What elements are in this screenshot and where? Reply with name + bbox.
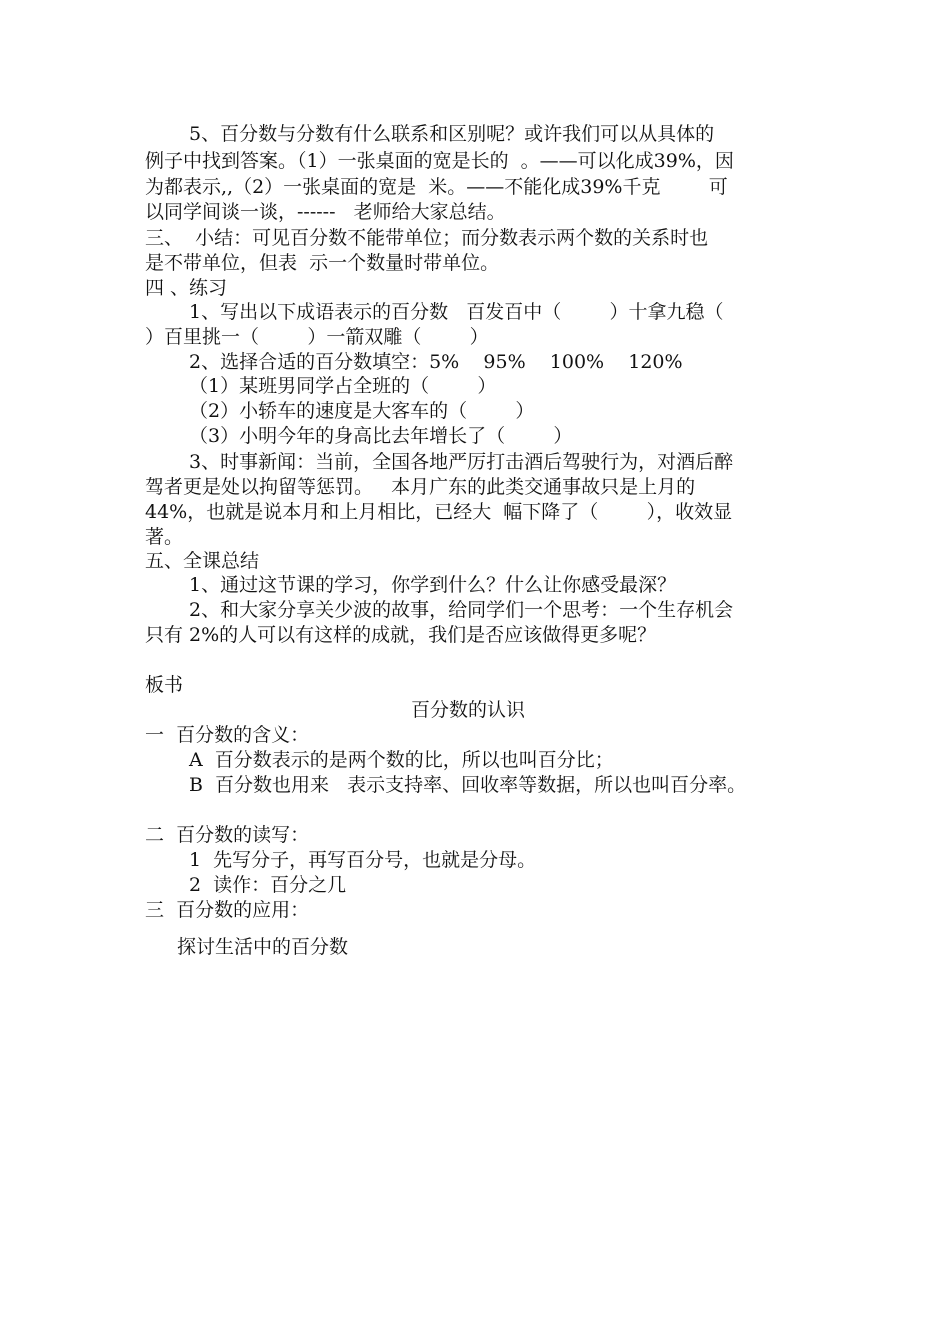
board-item: B 百分数也用来 表示支持率、回收率等数据，所以也叫百分率。 (189, 774, 747, 796)
board-item: A 百分数表示的是两个数的比，所以也叫百分比； (189, 749, 614, 771)
board-item: 2 读作：百分之几 (189, 874, 347, 896)
paragraph-line: 以同学间谈一谈，------ 老师给大家总结。 (145, 201, 506, 223)
section-heading: 板书 (145, 674, 184, 696)
board-title: 百分数的认识 (411, 699, 526, 721)
paragraph-line: 5、百分数与分数有什么联系和区别呢？或许我们可以从具体的 (189, 123, 715, 145)
paragraph-line: 1、写出以下成语表示的百分数 百发百中（ ）十拿九稳（ (189, 301, 724, 323)
paragraph-line: 著。 (145, 526, 184, 548)
list-item: （1）某班男同学占全班的（ ） (189, 375, 497, 397)
paragraph-line: 驾者更是处以拘留等惩罚。 本月广东的此类交通事故只是上月的 (145, 476, 696, 498)
section-heading: 四 、练习 (145, 277, 228, 299)
paragraph-line: 1、通过这节课的学习，你学到什么？什么让你感受最深？ (189, 574, 677, 596)
paragraph-line: ）百里挑一（ ）一箭双雕（ ） (145, 326, 489, 348)
board-heading: 三 百分数的应用： (145, 899, 310, 921)
paragraph-line: 2、选择合适的百分数填空：5% 95% 100% 120% (189, 351, 683, 373)
paragraph-line: 只有 2%的人可以有这样的成就，我们是否应该做得更多呢？ (145, 624, 657, 646)
board-heading: 一 百分数的含义： (145, 724, 310, 746)
section-heading: 五、全课总结 (145, 550, 260, 572)
board-item: 探讨生活中的百分数 (177, 936, 349, 958)
paragraph-line: 3、时事新闻：当前，全国各地严厉打击酒后驾驶行为，对酒后醉 (189, 451, 734, 473)
board-heading: 二 百分数的读写： (145, 824, 310, 846)
paragraph-line: 为都表示,,（2）一张桌面的宽是 米。——不能化成39%千克 可 (145, 176, 728, 198)
paragraph-line: 是不带单位，但表 示一个数量时带单位。 (145, 252, 500, 274)
paragraph-line: 例子中找到答案。（1）一张桌面的宽是长的 。——可以化成39%，因 (145, 150, 734, 172)
list-item: （3）小明今年的身高比去年增长了（ ） (189, 425, 573, 447)
board-item: 1 先写分子，再写百分号，也就是分母。 (189, 849, 537, 871)
section-heading: 三、 小结：可见百分数不能带单位；而分数表示两个数的关系时也 (145, 227, 709, 249)
paragraph-line: 2、和大家分享关少波的故事，给同学们一个思考：一个生存机会 (189, 599, 734, 621)
list-item: （2）小轿车的速度是大客车的（ ） (189, 400, 535, 422)
paragraph-line: 44%，也就是说本月和上月相比，已经大 幅下降了（ ），收效显 (145, 501, 733, 523)
